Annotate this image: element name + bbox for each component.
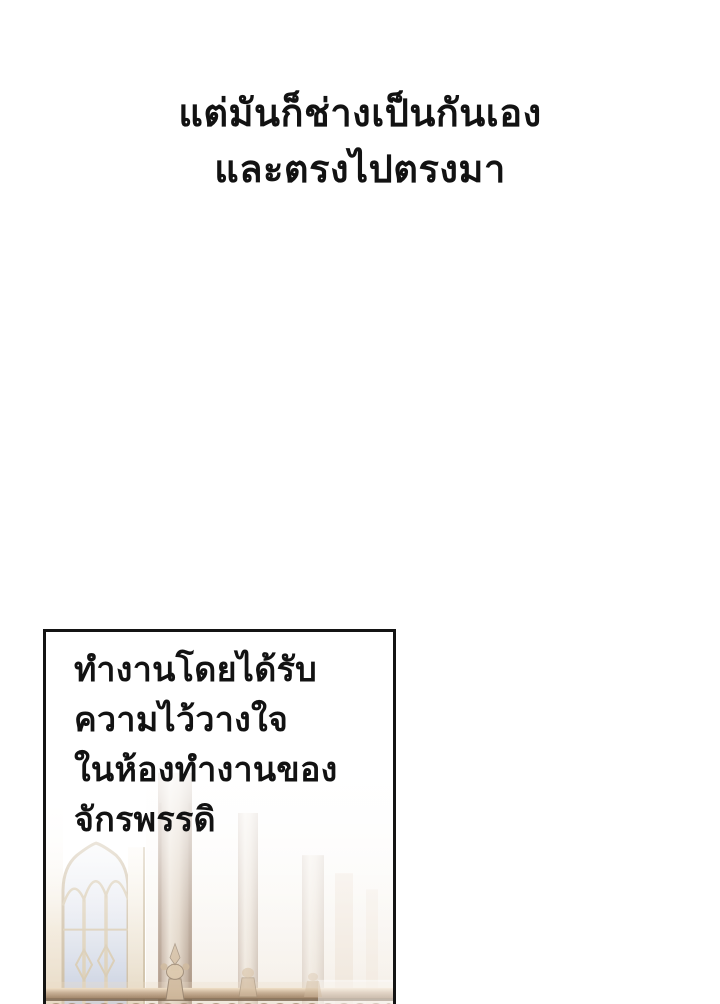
- panel-narration: [74, 646, 338, 846]
- narration-top-line-1: แต่มันก็ช่างเป็นกันเอง: [178, 93, 542, 135]
- panel-narration-line-2: ความไว้วางใจ: [74, 702, 289, 739]
- panel-narration-line-4: จักรพรรดิ: [74, 802, 216, 839]
- panel-narration-line-1: ทำงานโดยได้รับ: [74, 652, 318, 689]
- narration-top: [0, 86, 720, 198]
- comic-panel: [43, 629, 396, 1004]
- panel-narration-line-3: ในห้องทำงานของ: [74, 752, 338, 789]
- narration-top-line-2: และตรงไปตรงมา: [214, 149, 506, 191]
